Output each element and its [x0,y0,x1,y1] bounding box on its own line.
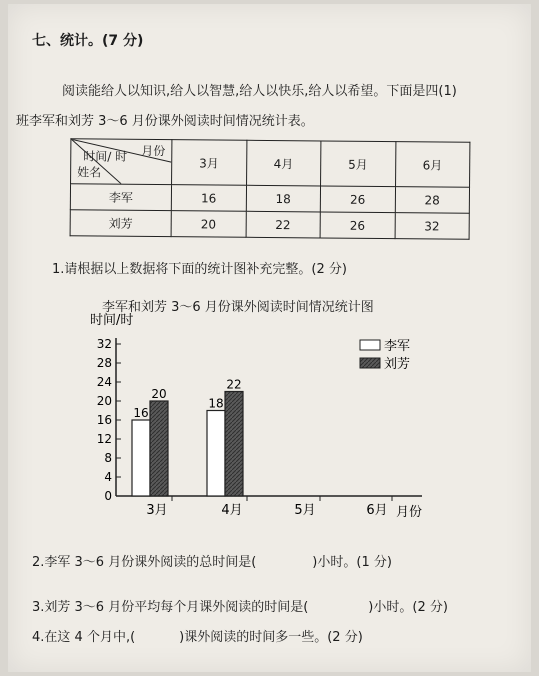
y-tick-label: 0 [104,489,112,503]
data-label: 20 [151,387,167,401]
data-label: 18 [208,396,224,411]
data-label: 16 [133,406,149,420]
corner-label-time: 时间/ 时 [83,149,128,164]
data-label: 22 [226,377,242,392]
corner-label-name: 姓名 [77,165,102,180]
question-4-text: 4.在这 4 个月中,( [32,630,136,645]
chart-title: 李军和刘芳 3～6 月份课外阅读时间情况统计图 [102,300,374,315]
y-axis-label: 时间/时 [90,313,134,328]
column-header: 6月 [395,142,470,188]
question-3-text: 3.刘芳 3～6 月份平均每个月课外阅读的时间是( [32,600,309,615]
table-cell: 28 [395,187,470,214]
bar-liufang [150,401,168,496]
table-cell: 22 [246,211,321,238]
column-header: 5月 [321,141,396,187]
question-3 [32,596,448,615]
x-tick-label: 4月 [221,503,243,518]
question-1: 1.请根据以上数据将下面的统计图补充完整。(2 分) [52,262,347,277]
table-cell: 18 [246,185,321,212]
section-heading: 七、统计。(7 分) [32,33,144,49]
y-tick-label: 4 [104,470,112,484]
x-tick-label: 3月 [146,503,168,518]
y-tick-label: 28 [96,356,112,370]
question-2-text: 2.李军 3～6 月份课外阅读的总时间是( [32,555,257,570]
legend-swatch-liufang [360,358,380,368]
table-row [70,184,469,213]
bar-chart [60,310,480,535]
column-header: 3月 [172,140,247,186]
x-tick-label: 5月 [294,503,316,518]
y-tick-label: 8 [104,451,112,465]
legend-swatch-lijun [360,340,380,350]
y-tick-label: 24 [96,375,112,389]
bar-liufang [225,392,243,497]
question-3-suffix: )小时。(2 分) [368,600,448,615]
question-4-suffix: )课外阅读的时间多一些。(2 分) [179,630,363,645]
row-name: 刘芳 [70,210,171,237]
table-row [70,210,469,239]
row-name: 李军 [70,184,171,211]
table-corner-cell [71,139,172,185]
table-cell: 26 [320,186,395,213]
intro-line-2: 班李军和刘芳 3～6 月份课外阅读时间情况统计表。 [16,114,314,129]
table-cell: 16 [171,185,246,212]
y-tick-label: 16 [96,413,112,427]
corner-label-month: 月份 [141,143,166,159]
y-tick-label: 20 [96,394,112,408]
x-tick-label: 6月 [366,503,388,518]
bar-lijun [132,420,150,496]
question-4 [32,626,363,645]
bar-lijun [207,411,225,497]
column-header: 4月 [246,140,321,186]
table-header-row [71,139,470,187]
legend-label: 刘芳 [384,357,411,372]
table-cell: 20 [171,211,246,238]
question-2-suffix: )小时。(1 分) [312,555,392,570]
intro-line-1: 阅读能给人以知识,给人以智慧,给人以快乐,给人以希望。下面是四(1) [62,84,457,99]
x-axis-label: 月份 [396,505,423,520]
table-cell: 26 [320,212,395,239]
reading-time-table [70,138,471,239]
y-tick-label: 32 [96,337,112,351]
legend-label: 李军 [384,339,411,354]
question-2 [32,551,392,570]
table-cell: 32 [395,213,470,240]
y-tick-label: 12 [96,432,112,446]
